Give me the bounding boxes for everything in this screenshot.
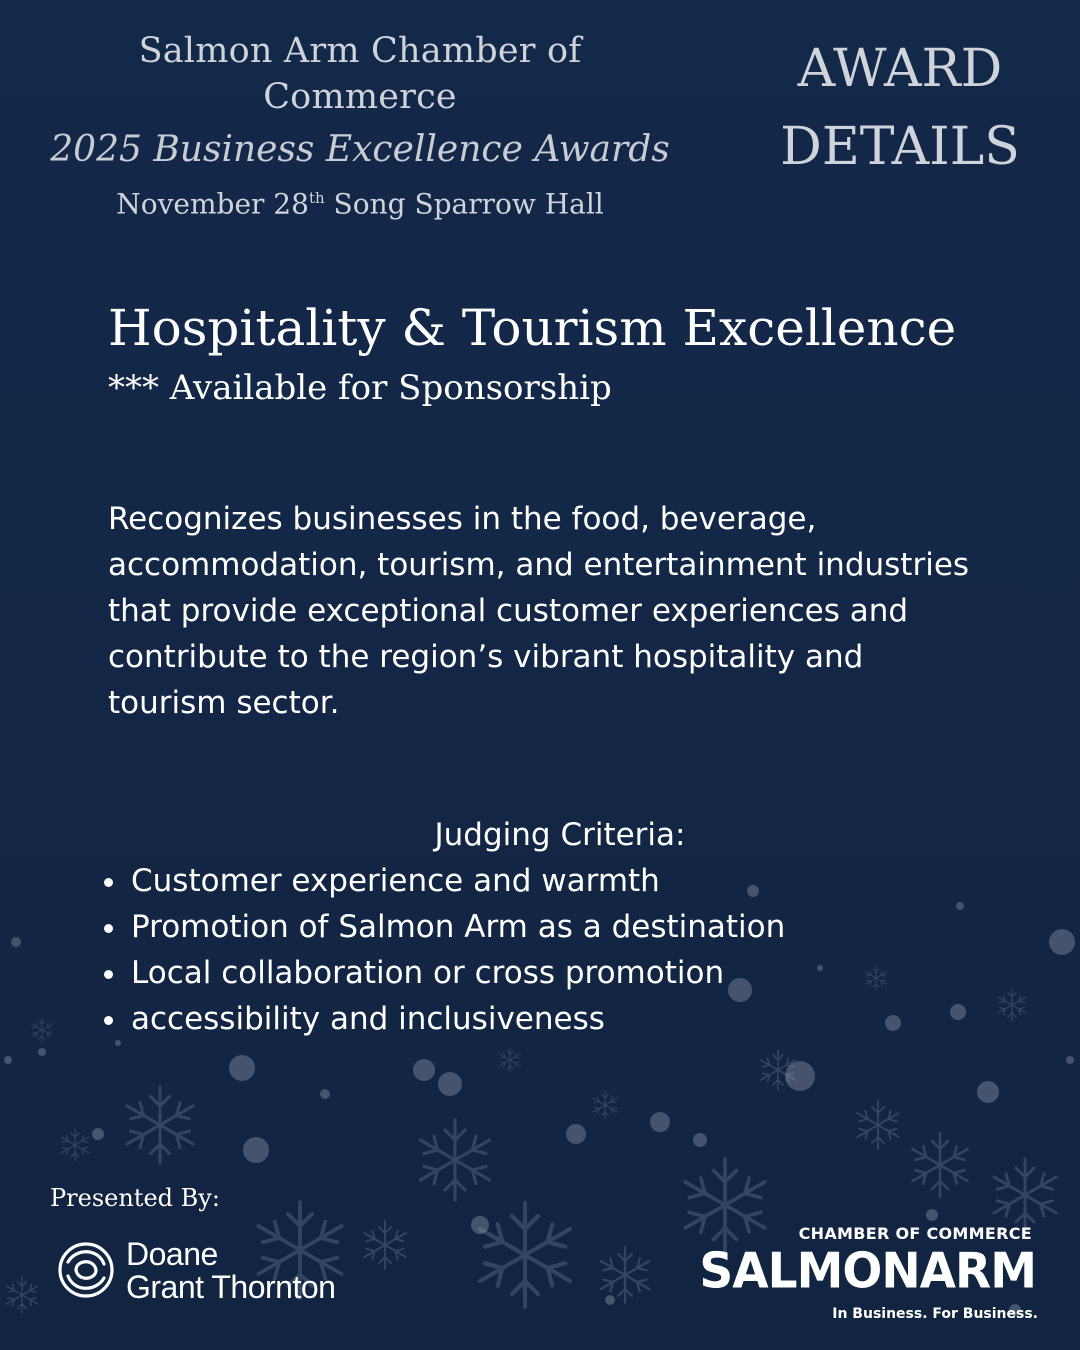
chamber-name: Salmon Arm Chamber of Commerce (138, 31, 582, 117)
criteria-item: Local collaboration or cross promotion (100, 950, 785, 996)
snowflake-icon (61, 1129, 89, 1161)
award-details-line1: AWARD (797, 39, 1003, 99)
chamber-logo (699, 1222, 1050, 1332)
snowflake-icon (994, 1159, 1056, 1231)
awards-title: 2025 Business Excellence Awards (50, 129, 670, 170)
snowflake-icon (601, 1247, 649, 1303)
snowflake-icon (32, 1018, 53, 1042)
chamber-logo-tagline: In Business. For Business. (832, 1306, 1038, 1322)
event-date: November 28 (116, 187, 309, 221)
chamber-logo-top: CHAMBER OF COMMERCE (798, 1224, 1032, 1243)
snowflake-icon (593, 1091, 617, 1119)
doane-grant-thornton-logo-icon (56, 1240, 116, 1300)
event-date-venue (40, 178, 680, 224)
criteria-item: Customer experience and warmth (100, 858, 785, 904)
award-details-line2: DETAILS (780, 117, 1020, 177)
sponsor-logo (56, 1238, 366, 1308)
snowflake-icon (998, 989, 1026, 1021)
snowflake-icon (364, 1221, 406, 1269)
sponsor-name (126, 1238, 335, 1304)
snowflake-icon (6, 1277, 37, 1313)
judging-criteria-heading: Judging Criteria: (434, 817, 686, 853)
event-date-suffix: th (308, 189, 325, 207)
judging-criteria-list (100, 858, 785, 1042)
snowflake-icon (500, 1048, 521, 1072)
sponsor-name-line1: Doane (126, 1236, 218, 1272)
snowflake-icon (857, 1101, 899, 1149)
presented-by-label: Presented By: (50, 1184, 220, 1212)
sponsorship-note: *** Available for Sponsorship (108, 368, 612, 408)
sponsor-name-line2: Grant Thornton (126, 1269, 336, 1305)
award-details-heading (770, 30, 1030, 186)
snowflake-icon (420, 1120, 489, 1200)
award-title: Hospitality & Tourism Excellence (108, 299, 957, 357)
event-header (40, 28, 680, 224)
criteria-item: accessibility and inclusiveness (100, 996, 785, 1042)
snowflake-icon (912, 1133, 967, 1197)
snowflake-icon (866, 966, 887, 990)
award-description: Recognizes businesses in the food, beverage, accommodation, tourism, and entertainment industries that provide exceptional customer experiences and contribute to the region’s vibrant hospitality and tourism sector. (108, 501, 970, 721)
criteria-item: Promotion of Salmon Arm as a destination (100, 904, 785, 950)
chamber-logo-main: SALMONARM (699, 1242, 1036, 1301)
snowflake-icon (480, 1203, 570, 1307)
snowflake-icon (127, 1087, 193, 1163)
event-venue: Song Sparrow Hall (324, 187, 604, 221)
